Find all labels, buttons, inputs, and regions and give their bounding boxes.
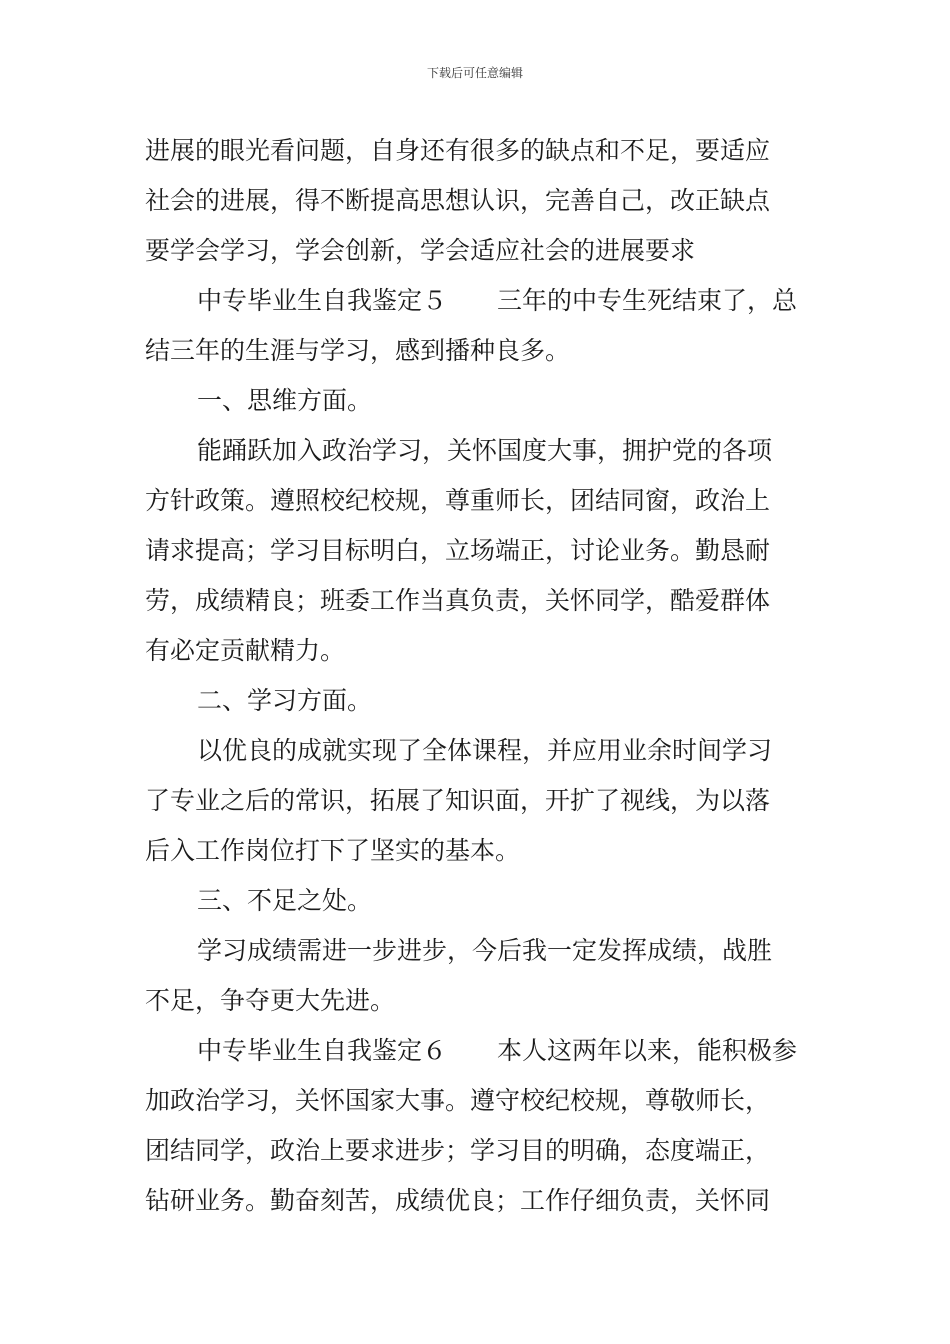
section-heading-line: 中专毕业生自我鉴定５ 三年的中专生死结束了，总 [197,286,798,315]
text-line: 能踊跃加入政治学习，关怀国度大事，拥护党的各项 [197,436,773,465]
text-line: 钻研业务。勤奋刻苦，成绩优良；工作仔细负责，关怀同 [145,1186,771,1215]
text-line: 团结同学，政治上要求进步；学习目的明确，态度端正， [145,1136,771,1165]
text-line: 有必定贡献精力。 [145,636,346,665]
text-line: 以优良的成就实现了全体课程，并应用业余时间学习 [197,736,773,765]
text-line: 请求提高；学习目标明白，立场端正，讨论业务。勤恳耐 [145,536,771,565]
subsection-heading: 一、思维方面。 [197,386,373,415]
page-header: 下载后可任意编辑 [426,66,523,80]
text-line: 要学会学习，学会创新，学会适应社会的进展要求 [145,236,696,265]
text-line: 加政治学习，关怀国家大事。遵守校纪校规，尊敬师长， [145,1086,771,1115]
text-line: 社会的进展，得不断提高思想认识，完善自己，改正缺点 [145,186,771,215]
text-line: 结三年的生涯与学习，感到播种良多。 [145,336,571,365]
text-line: 进展的眼光看问题，自身还有很多的缺点和不足，要适应 [145,136,771,165]
text-line: 方针政策。遵照校纪校规，尊重师长，团结同窗，政治上 [145,486,771,515]
text-line: 不足，争夺更大先进。 [145,986,396,1015]
text-line: 了专业之后的常识，拓展了知识面，开扩了视线，为以落 [145,786,771,815]
text-line: 后入工作岗位打下了坚实的基本。 [145,836,521,865]
text-line: 学习成绩需进一步进步，今后我一定发挥成绩，战胜 [197,936,773,965]
document-body [145,126,810,1226]
section-heading-line: 中专毕业生自我鉴定６ 本人这两年以来，能积极参 [197,1036,798,1065]
text-line: 劳，成绩精良；班委工作当真负责，关怀同学，酷爱群体 [145,586,771,615]
subsection-heading: 二、学习方面。 [197,686,373,715]
subsection-heading: 三、不足之处。 [197,886,373,915]
